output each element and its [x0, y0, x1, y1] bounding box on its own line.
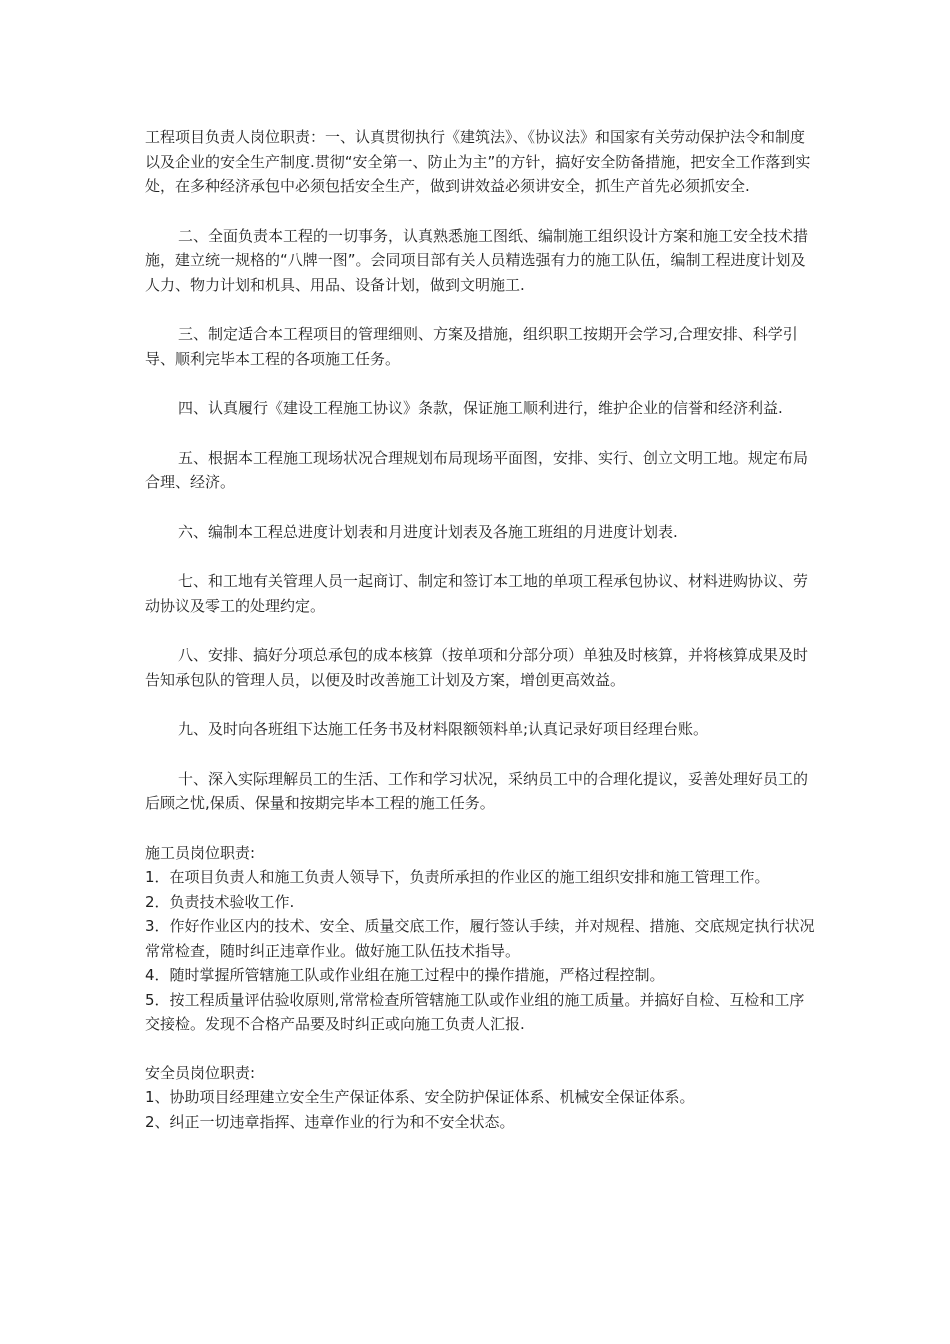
pm-item-6: 六、编制本工程总进度计划表和月进度计划表及各施工班组的月进度计划表.: [178, 522, 678, 541]
pm-item-4: 四、认真履行《建设工程施工协议》条款，保证施工顺利进行，维护企业的信誉和经济利益.: [178, 399, 783, 417]
pm-item-8: 八、安排、搞好分项总承包的成本核算（按单项和分部分项）单独及时核算，并将核算成果及时告知承包队的管理人员，以便及时改善施工计划及方案，增创更高效益。: [145, 646, 809, 689]
pm-item-10: 十、深入实际理解员工的生活、工作和学习状况，采纳员工中的合理化提议，妥善处理好员工的后顾之忧,保质、保量和按期完毕本工程的施工任务。: [145, 769, 809, 812]
pm-item-7: 七、和工地有关管理人员一起商订、制定和签订本工地的单项工程承包协议、材料进购协议、劳动协议及零工的处理约定。: [145, 572, 809, 615]
pm-item-3: 三、制定适合本工程项目的管理细则、方案及措施，组织职工按期开会学习,合理安排、科学引导、顺利完毕本工程的各项施工任务。: [145, 325, 798, 368]
document-body: [145, 125, 815, 1134]
so-item-2: 2、纠正一切违章指挥、违章作业的行为和不安全状态。: [145, 1112, 515, 1131]
cw-item-4: 4．随时掌握所管辖施工队或作业组在施工过程中的操作措施，严格过程控制。: [145, 966, 665, 984]
safety-officer-title: 安全员岗位职责:: [145, 1063, 256, 1082]
so-item-1: 1、协助项目经理建立安全生产保证体系、安全防护保证体系、机械安全保证体系。: [145, 1088, 695, 1106]
cw-item-3: 3．作好作业区内的技术、安全、质量交底工作，履行签认手续，并对规程、措施、交底规定执行状况常常检查，随时纠正违章作业。做好施工队伍技术指导。: [145, 917, 815, 960]
cw-item-5: 5．按工程质量评估验收原则,常常检查所管辖施工队或作业组的施工质量。并搞好自检、互检和工序交接检。发现不合格产品要及时纠正或向施工负责人汇报.: [145, 990, 805, 1033]
cw-item-1: 1．在项目负责人和施工负责人领导下，负责所承担的作业区的施工组织安排和施工管理工作。: [145, 868, 770, 886]
section-spacer: [145, 1037, 815, 1061]
pm-intro-paragraph: 工程项目负责人岗位职责：一、认真贯彻执行《建筑法》、《协议法》和国家有关劳动保护法令和制度以及企业的安全生产制度.贯彻“安全第一、防止为主”的方针，搞好安全防备措施，把安全工作落到实处，在多种经济承包中必须包括安全生产，做到讲效益必须讲安全，抓生产首先必须抓安全.: [145, 128, 811, 195]
pm-item-2: 二、全面负责本工程的一切事务，认真熟悉施工图纸、编制施工组织设计方案和施工安全技术措施，建立统一规格的“八牌一图”。会同项目部有关人员精选强有力的施工队伍，编制工程进度计划及人力、物力计划和机具、用品、设备计划，做到文明施工.: [145, 226, 809, 294]
pm-item-5: 五、根据本工程施工现场状况合理规划布局现场平面图，安排、实行、创立文明工地。规定布局合理、经济。: [145, 448, 809, 491]
construction-worker-title: 施工员岗位职责:: [145, 843, 256, 862]
cw-item-2: 2．负责技术验收工作.: [145, 892, 295, 911]
pm-item-9: 九、及时向各班组下达施工任务书及材料限额领料单;认真记录好项目经理台账。: [178, 720, 709, 738]
